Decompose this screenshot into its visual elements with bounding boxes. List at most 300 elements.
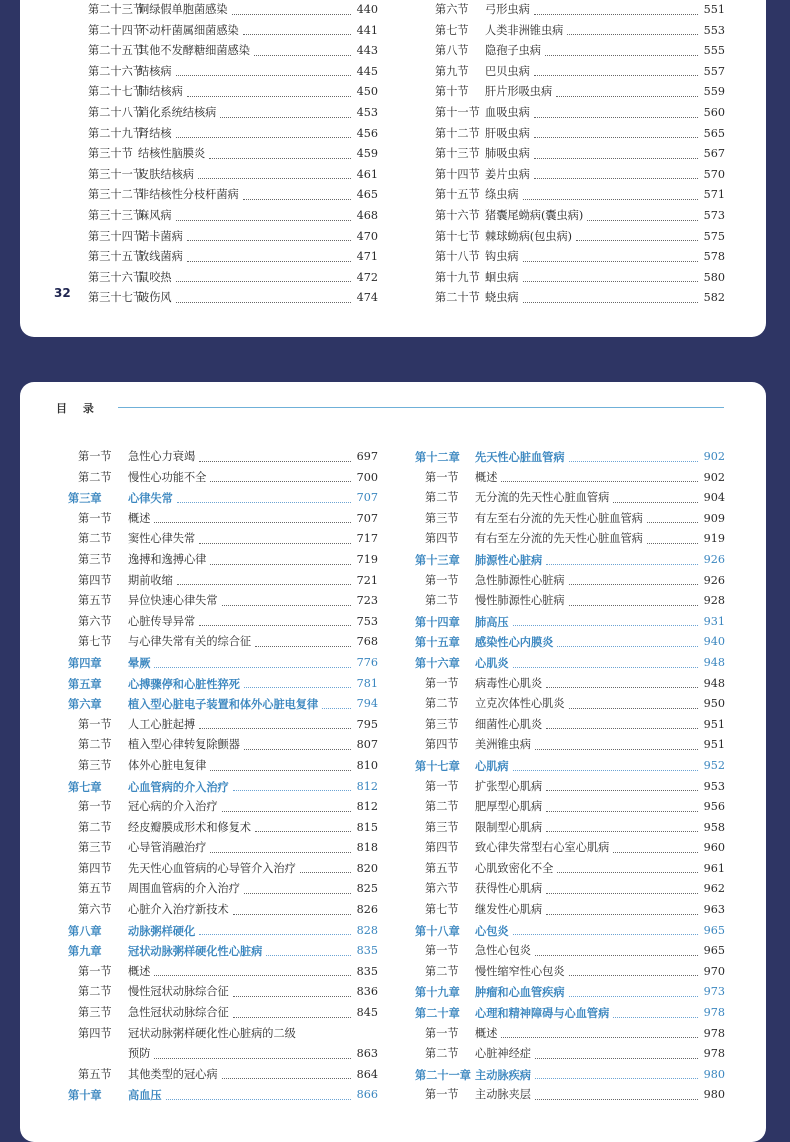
toc-entry-title: 周围血管病的介入治疗 bbox=[128, 882, 240, 896]
toc-entry bbox=[68, 509, 378, 530]
toc-entry bbox=[415, 859, 725, 880]
toc-entry-title: 心脏介入治疗新技术 bbox=[128, 903, 229, 917]
toc-page-number: 835 bbox=[356, 964, 378, 978]
toc-section-number: 第二节 bbox=[425, 491, 459, 505]
dot-leader bbox=[266, 954, 351, 956]
toc-section-number: 第十五节 bbox=[435, 188, 480, 202]
dot-leader bbox=[534, 13, 698, 15]
toc-entry-title: 继发性心肌病 bbox=[475, 903, 543, 917]
toc-section-number: 第二十六节 bbox=[88, 64, 144, 78]
toc-page-number: 565 bbox=[703, 126, 725, 140]
toc-entry bbox=[68, 797, 378, 818]
toc-page-number: 571 bbox=[703, 188, 725, 202]
toc-entry-title: 病毒性心肌炎 bbox=[475, 676, 543, 690]
toc-entry bbox=[68, 591, 378, 612]
dot-leader bbox=[647, 542, 698, 544]
toc-entry-title: 预防 bbox=[128, 1047, 151, 1061]
toc-page-number: 951 bbox=[703, 738, 725, 752]
toc-entry-title: 心搏骤停和心脏性猝死 bbox=[128, 676, 240, 691]
toc-entry bbox=[68, 715, 378, 736]
toc-section-number: 第十九章 bbox=[415, 985, 460, 1000]
dot-leader bbox=[513, 933, 698, 935]
toc-entry bbox=[425, 0, 725, 21]
toc-chapter-entry bbox=[415, 550, 725, 571]
toc-page-number: 953 bbox=[703, 779, 725, 793]
toc-section-number: 第六节 bbox=[78, 903, 112, 917]
toc-section-number: 第三章 bbox=[68, 491, 102, 506]
toc-entry bbox=[68, 632, 378, 653]
toc-section-number: 第七节 bbox=[435, 23, 469, 37]
toc-page-number: 707 bbox=[356, 491, 378, 505]
toc-entry bbox=[78, 144, 378, 165]
toc-entry-title: 心肌炎 bbox=[475, 655, 509, 670]
dot-leader bbox=[233, 913, 351, 915]
toc-page-number: 965 bbox=[703, 923, 725, 937]
toc-page-number: 864 bbox=[356, 1067, 378, 1081]
toc-section-number: 第十一节 bbox=[435, 105, 480, 119]
toc-page-number: 973 bbox=[703, 985, 725, 999]
toc-entry-title: 肝片形吸虫病 bbox=[485, 85, 553, 99]
toc-entry bbox=[425, 288, 725, 309]
toc-section-number: 第一节 bbox=[425, 573, 459, 587]
toc-entry bbox=[68, 447, 378, 468]
dot-leader bbox=[232, 13, 351, 15]
toc-entry bbox=[68, 529, 378, 550]
toc-page-number: 965 bbox=[703, 944, 725, 958]
dot-leader bbox=[199, 727, 351, 729]
toc-entry-title: 无分流的先天性心脏血管病 bbox=[475, 491, 610, 505]
toc-chapter-entry bbox=[68, 1085, 378, 1106]
toc-page-number: 807 bbox=[356, 738, 378, 752]
toc-page-number: 570 bbox=[703, 167, 725, 181]
toc-entry bbox=[68, 818, 378, 839]
toc-page-number: 723 bbox=[356, 594, 378, 608]
toc-section-number: 第二节 bbox=[425, 800, 459, 814]
toc-section-number: 第一节 bbox=[78, 964, 112, 978]
toc-entry bbox=[415, 509, 725, 530]
toc-entry-title: 细菌性心肌炎 bbox=[475, 717, 543, 731]
dot-leader bbox=[187, 239, 351, 241]
toc-section-number: 第六节 bbox=[425, 882, 459, 896]
toc-entry-title: 逸搏和逸搏心律 bbox=[128, 552, 207, 566]
toc-entry-title: 冠状动脉粥样硬化性心脏病的二级 bbox=[128, 1026, 296, 1040]
toc-entry bbox=[425, 21, 725, 42]
toc-entry bbox=[68, 550, 378, 571]
toc-section-number: 第五节 bbox=[78, 594, 112, 608]
toc-left-column bbox=[78, 0, 378, 309]
toc-entry bbox=[415, 962, 725, 983]
toc-entry-title: 植入型心脏电子装置和体外心脏电复律 bbox=[128, 697, 319, 712]
toc-entry bbox=[68, 756, 378, 777]
toc-page-number: 926 bbox=[703, 573, 725, 587]
toc-entry-title: 消化系统结核病 bbox=[138, 105, 217, 119]
toc-entry-title: 慢性缩窄性心包炎 bbox=[475, 964, 565, 978]
toc-entry-title: 心脏神经症 bbox=[475, 1047, 531, 1061]
toc-page-number: 970 bbox=[703, 964, 725, 978]
toc-entry-title: 概述 bbox=[128, 511, 151, 525]
dot-leader bbox=[154, 1057, 351, 1059]
toc-section-number: 第七节 bbox=[78, 635, 112, 649]
toc-entry-title: 钩虫病 bbox=[485, 250, 519, 264]
dot-leader bbox=[546, 686, 698, 688]
dot-leader bbox=[556, 95, 698, 97]
toc-entry-title: 有左至右分流的先天性心脏血管病 bbox=[475, 511, 643, 525]
toc-section-number: 第二节 bbox=[425, 1047, 459, 1061]
toc-entry bbox=[78, 288, 378, 309]
toc-entry bbox=[415, 1085, 725, 1106]
toc-entry-title: 急性冠状动脉综合征 bbox=[128, 1006, 229, 1020]
dot-leader bbox=[546, 789, 698, 791]
dot-leader bbox=[154, 974, 351, 976]
toc-section-number: 第一节 bbox=[78, 800, 112, 814]
toc-section-number: 第二节 bbox=[425, 964, 459, 978]
dot-leader bbox=[569, 995, 698, 997]
toc-section-number: 第二节 bbox=[425, 594, 459, 608]
toc-page-number: 826 bbox=[356, 903, 378, 917]
toc-entry bbox=[415, 941, 725, 962]
toc-section-number: 第十六章 bbox=[415, 655, 460, 670]
toc-page-number: 794 bbox=[356, 697, 378, 711]
toc-entry-title: 结核病 bbox=[138, 64, 172, 78]
toc-section-number: 第四节 bbox=[425, 532, 459, 546]
toc-entry-title: 立克次体性心肌炎 bbox=[475, 697, 565, 711]
toc-page-number: 697 bbox=[356, 450, 378, 463]
toc-entry-title: 动脉粥样硬化 bbox=[128, 923, 196, 938]
toc-entry bbox=[425, 144, 725, 165]
toc-chapter-entry bbox=[68, 653, 378, 674]
toc-entry bbox=[68, 612, 378, 633]
toc-page-number: 810 bbox=[356, 758, 378, 772]
dot-leader bbox=[243, 33, 351, 35]
dot-leader bbox=[546, 830, 698, 832]
toc-page-number: 468 bbox=[356, 208, 378, 222]
toc-entry-title: 血吸虫病 bbox=[485, 105, 530, 119]
toc-entry-title: 植入型心律转复除颤器 bbox=[128, 738, 240, 752]
toc-entry-title: 其他类型的冠心病 bbox=[128, 1067, 218, 1081]
dot-leader bbox=[154, 521, 351, 523]
toc-entry-title: 肥厚型心肌病 bbox=[475, 800, 543, 814]
toc-section-number: 第一节 bbox=[425, 944, 459, 958]
toc-entry bbox=[415, 591, 725, 612]
toc-page-number: 450 bbox=[356, 85, 378, 99]
toc-section-number: 第三十七节 bbox=[88, 291, 144, 305]
toc-entry bbox=[415, 797, 725, 818]
dot-leader bbox=[535, 1077, 698, 1079]
toc-page-number: 948 bbox=[703, 676, 725, 690]
toc-entry bbox=[415, 529, 725, 550]
toc-page-number: 835 bbox=[356, 944, 378, 958]
dot-leader bbox=[210, 480, 351, 482]
dot-leader bbox=[613, 851, 698, 853]
toc-entry bbox=[78, 206, 378, 227]
page-number: 32 bbox=[54, 286, 71, 300]
toc-section-number: 第十四章 bbox=[415, 614, 460, 629]
toc-page-number: 960 bbox=[703, 841, 725, 855]
toc-entry-title: 致心律失常型右心室心肌病 bbox=[475, 841, 610, 855]
toc-section-number: 第二十五节 bbox=[88, 44, 144, 58]
toc-entry-title: 心血管病的介入治疗 bbox=[128, 779, 229, 794]
dot-leader bbox=[576, 239, 698, 241]
toc-section-number: 第八节 bbox=[435, 44, 469, 58]
toc-entry-title: 急性心力衰竭 bbox=[128, 450, 196, 463]
toc-section-number: 第十七节 bbox=[435, 229, 480, 243]
toc-entry-title: 肺高压 bbox=[475, 614, 509, 629]
toc-section-number: 第三十四节 bbox=[88, 229, 144, 243]
dot-leader bbox=[176, 280, 351, 282]
toc-page-number: 719 bbox=[356, 552, 378, 566]
toc-entry bbox=[425, 268, 725, 289]
toc-entry bbox=[425, 206, 725, 227]
toc-page-number: 555 bbox=[703, 44, 725, 58]
dot-leader bbox=[501, 480, 698, 482]
dot-leader bbox=[569, 460, 698, 462]
toc-entry bbox=[78, 227, 378, 248]
toc-entry bbox=[68, 468, 378, 489]
toc-chapter-entry bbox=[415, 921, 725, 942]
toc-entry-title: 其他不发酵糖细菌感染 bbox=[138, 44, 250, 58]
toc-page-number: 902 bbox=[703, 450, 725, 463]
toc-page-number: 559 bbox=[703, 85, 725, 99]
toc-page-number: 721 bbox=[356, 573, 378, 587]
toc-section-number: 第一节 bbox=[425, 779, 459, 793]
toc-section-number: 第一节 bbox=[425, 1088, 459, 1102]
toc-section-number: 第三节 bbox=[425, 717, 459, 731]
toc-section-number: 第十二节 bbox=[435, 126, 480, 140]
toc-entry-title: 美洲锥虫病 bbox=[475, 738, 531, 752]
toc-entry bbox=[415, 715, 725, 736]
toc-entry-title: 肺吸虫病 bbox=[485, 147, 530, 161]
toc-page-number: 578 bbox=[703, 250, 725, 264]
dot-leader bbox=[546, 727, 698, 729]
toc-entry-title: 鼠咬热 bbox=[138, 270, 172, 284]
toc-page-number: 795 bbox=[356, 717, 378, 731]
dot-leader bbox=[199, 460, 351, 462]
toc-page-number: 700 bbox=[356, 470, 378, 484]
toc-entry bbox=[68, 879, 378, 900]
toc-entry-title: 人工心脏起搏 bbox=[128, 717, 196, 731]
dot-leader bbox=[199, 624, 351, 626]
toc-page-number: 815 bbox=[356, 820, 378, 834]
toc-page-number: 465 bbox=[356, 188, 378, 202]
dot-leader bbox=[569, 707, 698, 709]
toc-entry bbox=[415, 1024, 725, 1045]
toc-page-number: 812 bbox=[356, 800, 378, 814]
toc-page-number: 474 bbox=[356, 291, 378, 305]
toc-page-number: 845 bbox=[356, 1006, 378, 1020]
dot-leader bbox=[255, 645, 351, 647]
toc-page-number: 961 bbox=[703, 861, 725, 875]
dot-leader bbox=[233, 995, 351, 997]
toc-page-number: 962 bbox=[703, 882, 725, 896]
toc-entry bbox=[68, 838, 378, 859]
dot-leader bbox=[198, 177, 351, 179]
toc-section-number: 第十四节 bbox=[435, 167, 480, 181]
toc-entry-title: 急性肺源性心脏病 bbox=[475, 573, 565, 587]
toc-page-number: 453 bbox=[356, 105, 378, 119]
toc-page-number: 950 bbox=[703, 697, 725, 711]
dot-leader bbox=[222, 1077, 351, 1079]
toc-entry-title: 猪囊尾蚴病(囊虫病) bbox=[485, 208, 584, 222]
dot-leader bbox=[523, 301, 698, 303]
dot-leader bbox=[535, 1057, 698, 1059]
toc-section-number: 第四节 bbox=[425, 738, 459, 752]
toc-page-number: 445 bbox=[356, 64, 378, 78]
toc-page-number: 978 bbox=[703, 1026, 725, 1040]
toc-section-number: 第七章 bbox=[68, 779, 102, 794]
toc-page-number: 557 bbox=[703, 64, 725, 78]
toc-entry-title: 晕厥 bbox=[128, 655, 151, 670]
toc-page-number: 470 bbox=[356, 229, 378, 243]
toc-page-number: 582 bbox=[703, 291, 725, 305]
toc-page-number: 926 bbox=[703, 552, 725, 566]
dot-leader bbox=[176, 74, 351, 76]
toc-entry-title: 蛲虫病 bbox=[485, 291, 519, 305]
toc-entry-title: 期前收缩 bbox=[128, 573, 173, 587]
toc-section-number: 第二节 bbox=[78, 738, 112, 752]
toc-page-number: 828 bbox=[356, 923, 378, 937]
toc-section-number: 第二节 bbox=[78, 470, 112, 484]
toc-section-number: 第二十九节 bbox=[88, 126, 144, 140]
toc-entry bbox=[78, 268, 378, 289]
toc-section-number: 第十节 bbox=[435, 85, 469, 99]
toc-entry bbox=[78, 185, 378, 206]
dot-leader bbox=[187, 260, 351, 262]
toc-page-number: 459 bbox=[356, 147, 378, 161]
toc-section-number: 第一节 bbox=[78, 717, 112, 731]
toc-section-number: 第二十三节 bbox=[88, 3, 144, 16]
toc-entry-title: 心理和精神障碍与心血管病 bbox=[475, 1006, 610, 1021]
toc-section-number: 第十八节 bbox=[435, 250, 480, 264]
dot-leader bbox=[244, 892, 351, 894]
toc-entry bbox=[68, 900, 378, 921]
toc-entry-title: 棘球蚴病(包虫病) bbox=[485, 229, 573, 243]
toc-section-number: 第四节 bbox=[78, 1026, 112, 1040]
toc-entry-title: 慢性冠状动脉综合征 bbox=[128, 985, 229, 999]
toc-entry bbox=[415, 1044, 725, 1065]
toc-entry bbox=[68, 571, 378, 592]
toc-section-number: 第十二章 bbox=[415, 450, 460, 464]
toc-header: 目 录 bbox=[56, 402, 100, 415]
toc-chapter-entry bbox=[415, 756, 725, 777]
toc-page-number: 575 bbox=[703, 229, 725, 243]
toc-section-number: 第六节 bbox=[435, 3, 469, 16]
toc-section-number: 第三节 bbox=[425, 820, 459, 834]
toc-page-number: 551 bbox=[703, 3, 725, 16]
toc-page-number: 580 bbox=[703, 270, 725, 284]
toc-entry bbox=[78, 21, 378, 42]
toc-section-number: 第三十节 bbox=[88, 147, 133, 161]
dot-leader bbox=[210, 851, 351, 853]
toc-section-number: 第二十七节 bbox=[88, 85, 144, 99]
toc-page-number: 820 bbox=[356, 861, 378, 875]
toc-entry bbox=[78, 247, 378, 268]
toc-page-number: 863 bbox=[356, 1047, 378, 1061]
toc-section-number: 第十三章 bbox=[415, 552, 460, 567]
toc-entry-title: 先天性心脏血管病 bbox=[475, 450, 565, 464]
toc-page-number: 825 bbox=[356, 882, 378, 896]
toc-section-number: 第三节 bbox=[78, 841, 112, 855]
toc-section-number: 第十八章 bbox=[415, 923, 460, 938]
toc-section-number: 第一节 bbox=[78, 511, 112, 525]
toc-entry-title: 心包炎 bbox=[475, 923, 509, 938]
toc-entry-title: 巴贝虫病 bbox=[485, 64, 530, 78]
toc-page-number: 836 bbox=[356, 985, 378, 999]
toc-page-number: 904 bbox=[703, 491, 725, 505]
dot-leader bbox=[546, 563, 698, 565]
toc-page-number: 948 bbox=[703, 655, 725, 669]
dot-leader bbox=[535, 748, 698, 750]
toc-entry bbox=[425, 165, 725, 186]
toc-page-number: 567 bbox=[703, 147, 725, 161]
toc-entry bbox=[68, 735, 378, 756]
dot-leader bbox=[569, 974, 698, 976]
toc-page-number: 951 bbox=[703, 717, 725, 731]
toc-entry-title: 急性心包炎 bbox=[475, 944, 531, 958]
dot-leader bbox=[254, 54, 351, 56]
toc-section-number: 第四章 bbox=[68, 655, 102, 670]
dot-leader bbox=[187, 95, 351, 97]
toc-entry bbox=[415, 674, 725, 695]
toc-entry-title: 概述 bbox=[475, 470, 498, 484]
dot-leader bbox=[569, 604, 698, 606]
toc-section-number: 第三十三节 bbox=[88, 208, 144, 222]
toc-entry-title: 姜片虫病 bbox=[485, 167, 530, 181]
toc-section-number: 第一节 bbox=[425, 676, 459, 690]
toc-entry-title: 获得性心肌病 bbox=[475, 882, 543, 896]
toc-page-number: 440 bbox=[356, 3, 378, 16]
toc-chapter-entry bbox=[415, 1003, 725, 1024]
toc-section-number: 第十七章 bbox=[415, 758, 460, 773]
dot-leader bbox=[647, 521, 698, 523]
dot-leader bbox=[535, 954, 698, 956]
toc-page-number: 956 bbox=[703, 800, 725, 814]
toc-page-number: 931 bbox=[703, 614, 725, 628]
toc-page-number: 753 bbox=[356, 614, 378, 628]
toc-entry-title: 麻风病 bbox=[138, 208, 172, 222]
toc-section-number: 第五节 bbox=[78, 1067, 112, 1081]
toc-entry bbox=[415, 468, 725, 489]
dot-leader bbox=[154, 666, 351, 668]
toc-entry-title: 肺源性心脏病 bbox=[475, 552, 543, 567]
toc-entry bbox=[78, 41, 378, 62]
toc-entry bbox=[68, 859, 378, 880]
toc-page-number: 978 bbox=[703, 1006, 725, 1020]
header-rule bbox=[118, 407, 724, 408]
toc-entry-title: 不动杆菌属细菌感染 bbox=[138, 23, 239, 37]
dot-leader bbox=[567, 33, 698, 35]
toc-section-number: 第五节 bbox=[425, 861, 459, 875]
toc-entry bbox=[415, 838, 725, 859]
toc-chapter-entry bbox=[415, 1065, 725, 1086]
toc-section-number: 第三十六节 bbox=[88, 270, 144, 284]
toc-chapter-entry bbox=[68, 674, 378, 695]
toc-entry-title: 绦虫病 bbox=[485, 188, 519, 202]
toc-chapter-entry bbox=[415, 447, 725, 468]
toc-chapter-entry bbox=[415, 982, 725, 1003]
toc-entry bbox=[68, 1003, 378, 1024]
toc-entry-title: 高血压 bbox=[128, 1088, 162, 1103]
toc-entry-title: 感染性心内膜炎 bbox=[475, 635, 554, 650]
toc-entry bbox=[68, 1024, 378, 1045]
dot-leader bbox=[523, 280, 698, 282]
dot-leader bbox=[557, 645, 698, 647]
toc-page-number: 707 bbox=[356, 511, 378, 525]
dot-leader bbox=[177, 583, 351, 585]
dot-leader bbox=[220, 116, 351, 118]
toc-entry bbox=[425, 185, 725, 206]
dot-leader bbox=[613, 1016, 698, 1018]
toc-section-number: 第二节 bbox=[78, 985, 112, 999]
